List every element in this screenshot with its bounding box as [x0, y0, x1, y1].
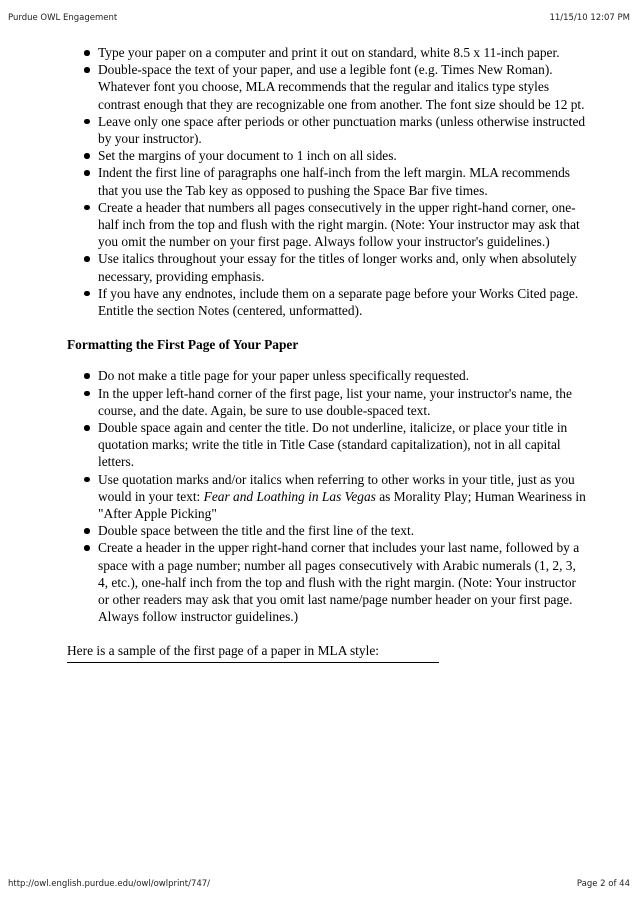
list-item: Create a header that numbers all pages consecutively in the upper right-hand corner, one-half inch from the top and flush with the right margin. (Note: Your instructor may ask that you omit the number on your first page. Always follow your instructor's guidelines.) [98, 199, 587, 251]
sample-intro: Here is a sample of the first page of a paper in MLA style: [67, 642, 379, 658]
list-item: If you have any endnotes, include them on a separate page before your Works Cited page. Entitle the section Notes (centered, unformatted). [98, 285, 587, 319]
footer-url: http://owl.english.purdue.edu/owl/owlprint/747/ [8, 879, 211, 889]
footer-page-number: Page 2 of 44 [576, 879, 630, 889]
list-item: Do not make a title page for your paper unless specifically requested. [98, 367, 587, 384]
list-item: Double space between the title and the first line of the text. [98, 522, 587, 539]
formatting-guidelines-list [67, 44, 587, 319]
list-item: Use italics throughout your essay for the titles of longer works and, only when absolutely necessary, providing emphasis. [98, 250, 587, 284]
first-page-guidelines-list [67, 367, 587, 625]
list-item: Double-space the text of your paper, and use a legible font (e.g. Times New Roman). Whatever font you choose, MLA recommends that the regular and italics type styles contrast enough that they are recognizable one from another. The font size should be 12 pt. [98, 61, 587, 113]
list-item: Create a header in the upper right-hand corner that includes your last name, followed by a space with a page number; number all pages consecutively with Arabic numerals (1, 2, 3, 4, etc.), one-half inch from the top and flush with the right margin. (Note: Your instructor or other readers may ask that you omit last name/page number header on your first page. Always follow instructor guidelines.) [98, 539, 587, 625]
list-item: In the upper left-hand corner of the first page, list your name, your instructor's name, the course, and the date. Again, be sure to use double-spaced text. [98, 385, 587, 419]
italic-title: Fear and Loathing in Las Vegas [203, 488, 376, 504]
list-item: Set the margins of your document to 1 inch on all sides. [98, 147, 587, 164]
header-timestamp: 11/15/10 12:07 PM [549, 13, 630, 23]
document-body [67, 44, 587, 663]
list-item: Indent the first line of paragraphs one half-inch from the left margin. MLA recommends that you use the Tab key as opposed to pushing the Space Bar five times. [98, 164, 587, 198]
print-footer [8, 879, 630, 889]
horizontal-rule [67, 662, 439, 663]
list-item-text: as Morality Play; Human Weariness in "After Apple Picking" [98, 488, 586, 522]
list-item: Double space again and center the title. Do not underline, italicize, or place your title in quotation marks; write the title in Title Case (standard capitalization), not in all capital letters. [98, 419, 587, 471]
list-item-text: Use quotation marks and/or italics when referring to other works in your title, just as you would in your text: [98, 471, 575, 504]
list-item: Type your paper on a computer and print it out on standard, white 8.5 x 11-inch paper. [98, 44, 587, 61]
print-header [8, 13, 630, 23]
list-item [98, 471, 587, 523]
section-heading: Formatting the First Page of Your Paper [67, 337, 299, 353]
list-item: Leave only one space after periods or other punctuation marks (unless otherwise instructed by your instructor). [98, 113, 586, 147]
header-site-title: Purdue OWL Engagement [8, 13, 118, 23]
